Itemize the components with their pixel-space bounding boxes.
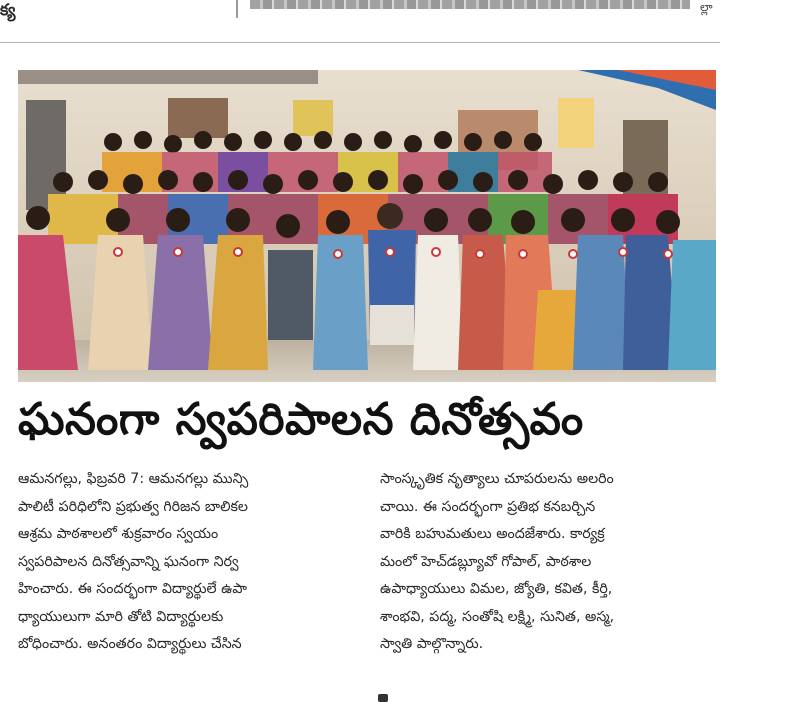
article-line: పాలిటీ పరిధిలోని ప్రభుత్వ గిరిజన బాలికల — [18, 498, 248, 515]
article-line: సాంస్కృతిక నృత్యాలు చూపరులను అలరిం — [380, 471, 614, 487]
article-line: చాయి. ఈ సందర్భంగా ప్రతిభ కనబర్చిన — [380, 498, 596, 515]
article-line: ఉపాధ్యాయులు విమల, జ్యోతి, కవిత, కీర్తి, — [380, 581, 613, 597]
article-line: స్వపరిపాలన దినోత్సవాన్ని ఘనంగా నిర్వ — [18, 553, 239, 570]
previous-article-fragment-end: ల్లా — [700, 0, 713, 14]
article-line: హించారు. ఈ సందర్భంగా విద్యార్థులే ఉపా — [18, 581, 248, 597]
column-divider — [236, 0, 238, 18]
article-line: ఆశ్రమ పాఠశాలలో శుక్రవారం స్వయం — [18, 526, 219, 542]
article-line: ధ్యాయులుగా మారి తోటి విద్యార్థులకు — [18, 608, 224, 625]
headline: ఘనంగా స్వపరిపాలన దినోత్సవం — [18, 394, 584, 445]
article-line: ఆమనగల్లు, ఫిబ్రవరి 7: ఆమనగల్లు మున్సి — [18, 471, 249, 487]
article-column-right — [380, 466, 718, 659]
section-divider — [0, 42, 720, 43]
article-line: స్వాతి పాల్గొన్నారు. — [380, 636, 484, 652]
article-line: శాంభవి, పద్మ, సంతోషి లక్ష్మి, సునిత, అస్మ, — [380, 608, 615, 625]
previous-article-text-cut — [250, 0, 690, 9]
previous-article-strip — [0, 0, 800, 44]
continuation-mark — [378, 694, 388, 702]
article-line: బోధించారు. అనంతరం విద్యార్థులు చేసిన — [18, 636, 242, 652]
article-line: వారికి బహుమతులు అందజేశారు. కార్యక్ర — [380, 526, 605, 542]
article-body — [18, 466, 718, 659]
group-photo — [18, 70, 716, 382]
article-column-left — [18, 466, 356, 659]
article-line: మంలో హెచ్‌డబ్ల్యూవో గోపాల్, పాఠశాల — [380, 553, 592, 570]
previous-article-fragment: క్య — [0, 0, 16, 19]
